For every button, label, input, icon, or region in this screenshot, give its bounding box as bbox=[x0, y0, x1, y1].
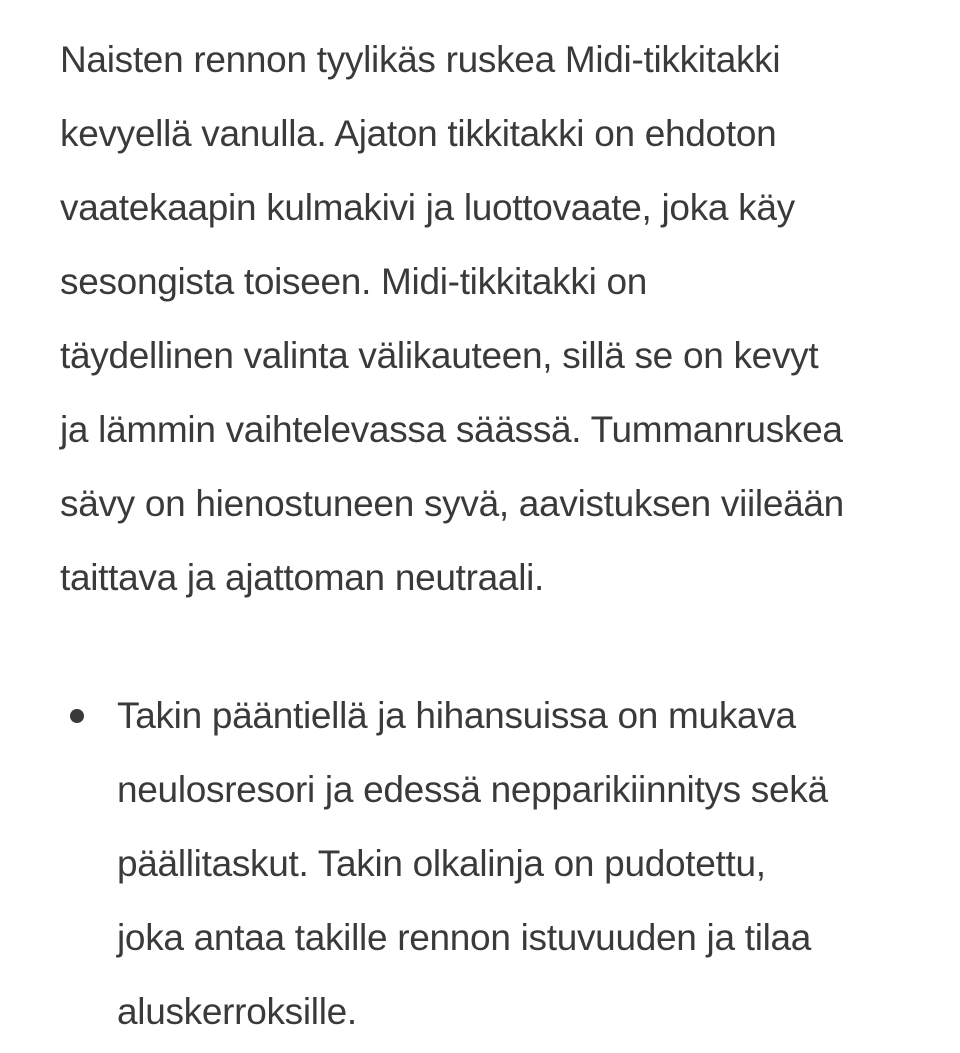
description-line: taittava ja ajattoman neutraali. bbox=[60, 557, 545, 598]
description-line: täydellinen valinta välikauteen, sillä se on kevyt bbox=[60, 335, 819, 376]
description-line: vaatekaapin kulmakivi ja luottovaate, joka käy bbox=[60, 187, 795, 228]
feature-line: neulosresori ja edessä nepparikiinnitys sekä bbox=[117, 769, 828, 810]
product-description-section bbox=[60, 23, 920, 1049]
feature-bullet-item bbox=[60, 679, 920, 1049]
product-description-paragraph bbox=[60, 23, 920, 615]
feature-line: joka antaa takille rennon istuvuuden ja tilaa bbox=[117, 917, 812, 958]
feature-line: päällitaskut. Takin olkalinja on pudotettu, bbox=[117, 843, 766, 884]
feature-line: Takin pääntiellä ja hihansuissa on mukava bbox=[117, 695, 796, 736]
description-line: Naisten rennon tyylikäs ruskea Midi-tikkitakki bbox=[60, 39, 781, 80]
feature-bullet-list bbox=[60, 679, 920, 1049]
description-line: sesongista toiseen. Midi-tikkitakki on bbox=[60, 261, 648, 302]
description-line: sävy on hienostuneen syvä, aavistuksen viileään bbox=[60, 483, 844, 524]
description-line: ja lämmin vaihtelevassa säässä. Tummanruskea bbox=[60, 409, 843, 450]
description-line: kevyellä vanulla. Ajaton tikkitakki on ehdoton bbox=[60, 113, 777, 154]
bullet-dot-icon bbox=[70, 709, 84, 723]
feature-line: aluskerroksille. bbox=[117, 991, 357, 1032]
